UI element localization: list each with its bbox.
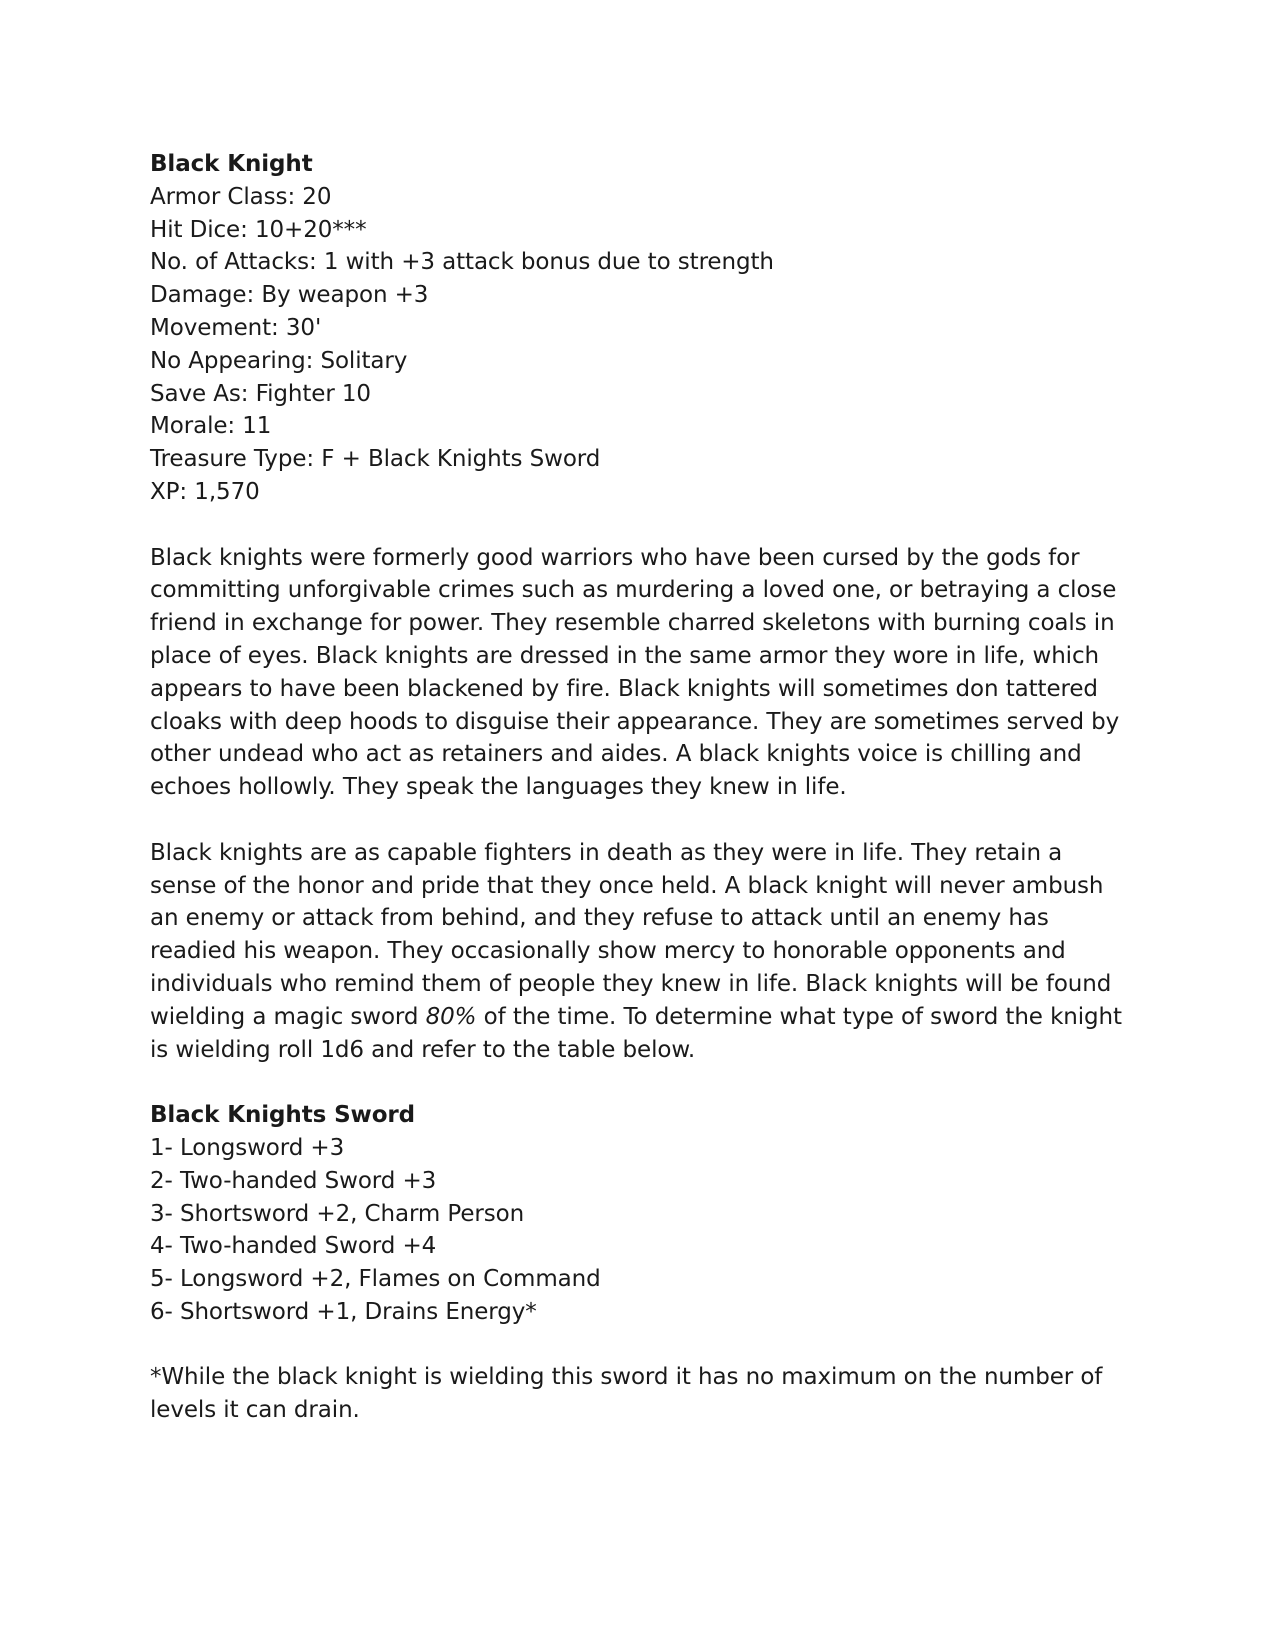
paragraph-2-percentage: 80% (425, 1003, 477, 1030)
sword-table-title: Black Knights Sword (150, 1102, 416, 1129)
stat-movement: Movement: 30' (150, 314, 322, 341)
stat-xp: XP: 1,570 (150, 478, 260, 505)
sword-entry: 5- Longsword +2, Flames on Command (150, 1266, 601, 1293)
stat-damage: Damage: By weapon +3 (150, 282, 429, 309)
sword-table (150, 1099, 1150, 1329)
stat-attacks: No. of Attacks: 1 with +3 attack bonus due to strength (150, 249, 774, 276)
document-page (150, 148, 1150, 1427)
stat-hit-dice: Hit Dice: 10+20*** (150, 216, 367, 243)
sword-entry: 3- Shortsword +2, Charm Person (150, 1200, 525, 1227)
paragraph-2-text-end: of the time. To determine what type of sword the knight is wielding roll 1d6 and refer to the table below. (150, 1003, 1122, 1063)
sword-entry: 2- Two-handed Sword +3 (150, 1167, 437, 1194)
stat-morale: Morale: 11 (150, 413, 272, 440)
monster-stat-block (150, 148, 1150, 509)
description-paragraph-1: Black knights were formerly good warriors who have been cursed by the gods for committing unforgivable crimes such as murdering a loved one, or betraying a close friend in exchange for power. They resemble charred skeletons with burning coals in place of eyes. Black knights are dressed in the same armor they wore in life, which appears to have been blackened by fire. Black knights will sometimes don tattered cloaks with deep hoods to disguise their appearance. They are sometimes served by other undead who act as retainers and aides. A black knights voice is chilling and echoes hollowly. They speak the languages they knew in life. (150, 544, 1120, 801)
description-paragraph-2 (150, 837, 1130, 1067)
sword-entry: 4- Two-handed Sword +4 (150, 1233, 437, 1260)
paragraph-2-text-start: Black knights are as capable fighters in death as they were in life. They retain a sense of the honor and pride that they once held. A black knight will never ambush an enemy or attack from behind, and they refuse to attack until an enemy has readied his weapon. They occasionally show mercy to honorable opponents and individuals who remind them of people they knew in life. Black knights will be found wielding a magic sword (150, 839, 1112, 1030)
footnote: *While the black knight is wielding this sword it has no maximum on the number of levels it can drain. (150, 1364, 1103, 1424)
stat-no-appearing: No Appearing: Solitary (150, 347, 408, 374)
monster-title: Black Knight (150, 151, 313, 177)
stat-treasure-type: Treasure Type: F + Black Knights Sword (150, 446, 601, 473)
stat-save-as: Save As: Fighter 10 (150, 380, 371, 407)
sword-entry: 1- Longsword +3 (150, 1134, 345, 1161)
stat-armor-class: Armor Class: 20 (150, 183, 332, 210)
sword-entry: 6- Shortsword +1, Drains Energy* (150, 1298, 537, 1325)
